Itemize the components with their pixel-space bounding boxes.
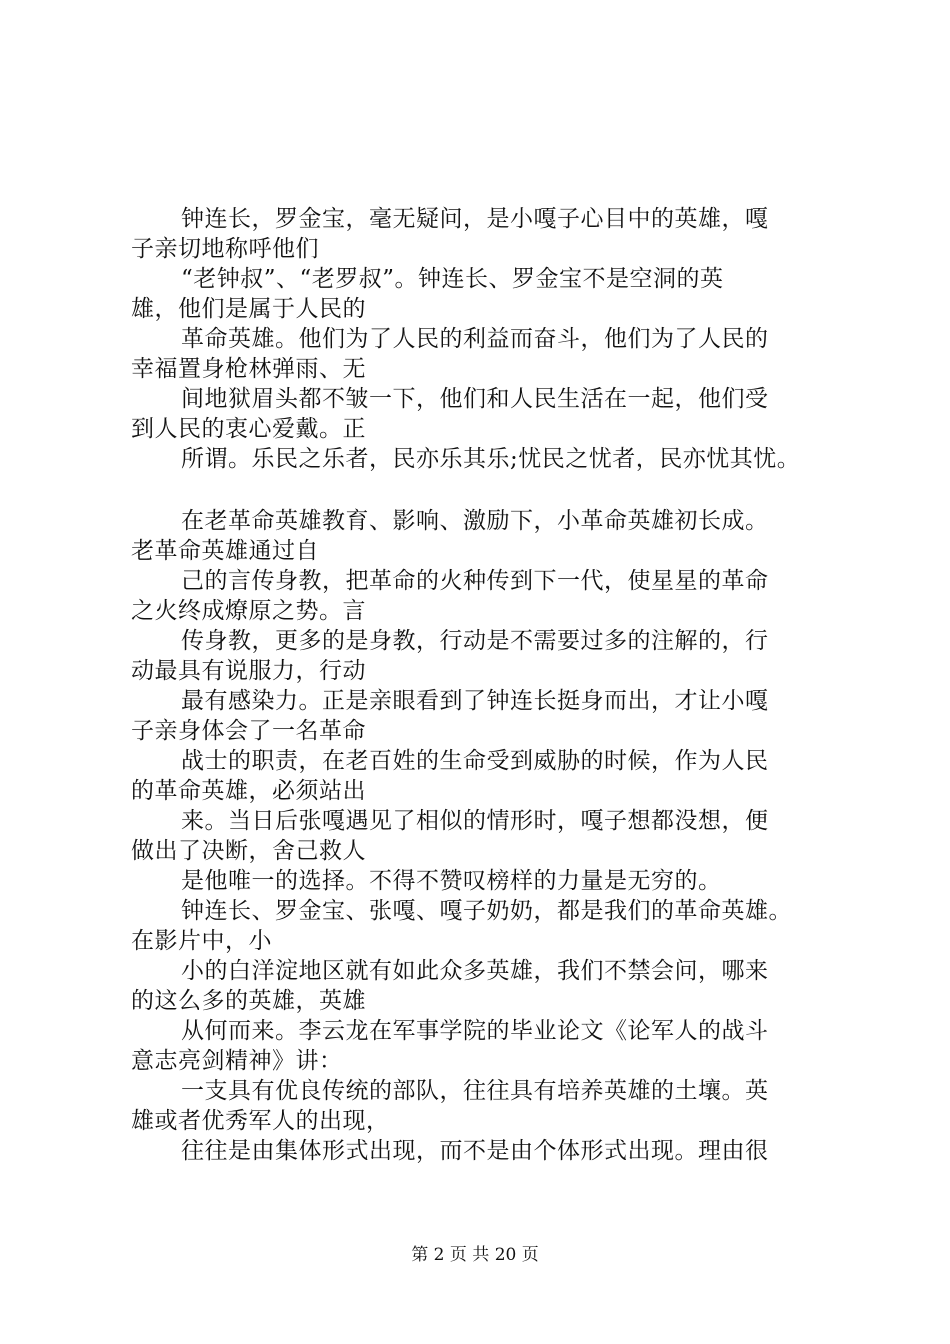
text-line: 子亲切地称呼他们 <box>131 236 319 262</box>
text-line: 钟连长，罗金宝，毫无疑问，是小嘎子心目中的英雄，嘎 <box>181 206 769 232</box>
text-line: 的这么多的英雄，英雄 <box>131 988 366 1014</box>
text-line: 所谓。乐民之乐者，民亦乐其乐;忧民之忧者，民亦忧其忧。 <box>181 446 801 472</box>
text-line: 到人民的衷心爱戴。正 <box>131 416 366 442</box>
text-line: 幸福置身枪林弹雨、无 <box>131 356 366 382</box>
text-line: “老钟叔”、“老罗叔”。钟连长、罗金宝不是空洞的英 <box>181 266 724 292</box>
text-line: 在影片中，小 <box>131 928 272 954</box>
body-text <box>131 204 851 1166</box>
text-line: 的革命英雄，必须站出 <box>131 778 366 804</box>
text-line: 己的言传身教，把革命的火种传到下一代，使星星的革命 <box>181 568 769 594</box>
text-line: 雄，他们是属于人民的 <box>131 296 366 322</box>
text-line: 革命英雄。他们为了人民的利益而奋斗，他们为了人民的 <box>181 326 769 352</box>
text-line: 间地狱眉头都不皱一下，他们和人民生活在一起，他们受 <box>181 386 769 412</box>
text-line: 来。当日后张嘎遇见了相似的情形时，嘎子想都没想，便 <box>181 808 769 834</box>
text-line: 是他唯一的选择。不得不赞叹榜样的力量是无穷的。 <box>181 868 722 894</box>
page-footer: 第 2 页 共 20 页 <box>411 1245 539 1265</box>
text-line: 战士的职责，在老百姓的生命受到威胁的时候，作为人民 <box>181 748 769 774</box>
text-line: 钟连长、罗金宝、张嘎、嘎子奶奶，都是我们的革命英雄。 <box>181 898 792 924</box>
text-line: 在老革命英雄教育、影响、激励下，小革命英雄初长成。 <box>181 508 769 534</box>
text-line: 之火终成燎原之势。言 <box>131 598 366 624</box>
text-line: 小的白洋淀地区就有如此众多英雄，我们不禁会问，哪来 <box>181 958 769 984</box>
text-line: 传身教，更多的是身教，行动是不需要过多的注解的，行 <box>181 628 769 654</box>
text-line: 动最具有说服力，行动 <box>131 658 366 684</box>
text-line: 做出了决断，舍己救人 <box>131 838 366 864</box>
text-line: 意志亮剑精神》讲： <box>131 1048 343 1074</box>
text-line: 往往是由集体形式出现，而不是由个体形式出现。理由很 <box>181 1138 769 1164</box>
text-line: 最有感染力。正是亲眼看到了钟连长挺身而出，才让小嘎 <box>181 688 769 714</box>
text-line: 雄或者优秀军人的出现， <box>131 1108 390 1134</box>
text-line: 从何而来。李云龙在军事学院的毕业论文《论军人的战斗 <box>181 1018 769 1044</box>
text-line: 一支具有优良传统的部队，往往具有培养英雄的土壤。英 <box>181 1078 769 1104</box>
text-line: 老革命英雄通过自 <box>131 538 319 564</box>
text-line: 子亲身体会了一名革命 <box>131 718 366 744</box>
